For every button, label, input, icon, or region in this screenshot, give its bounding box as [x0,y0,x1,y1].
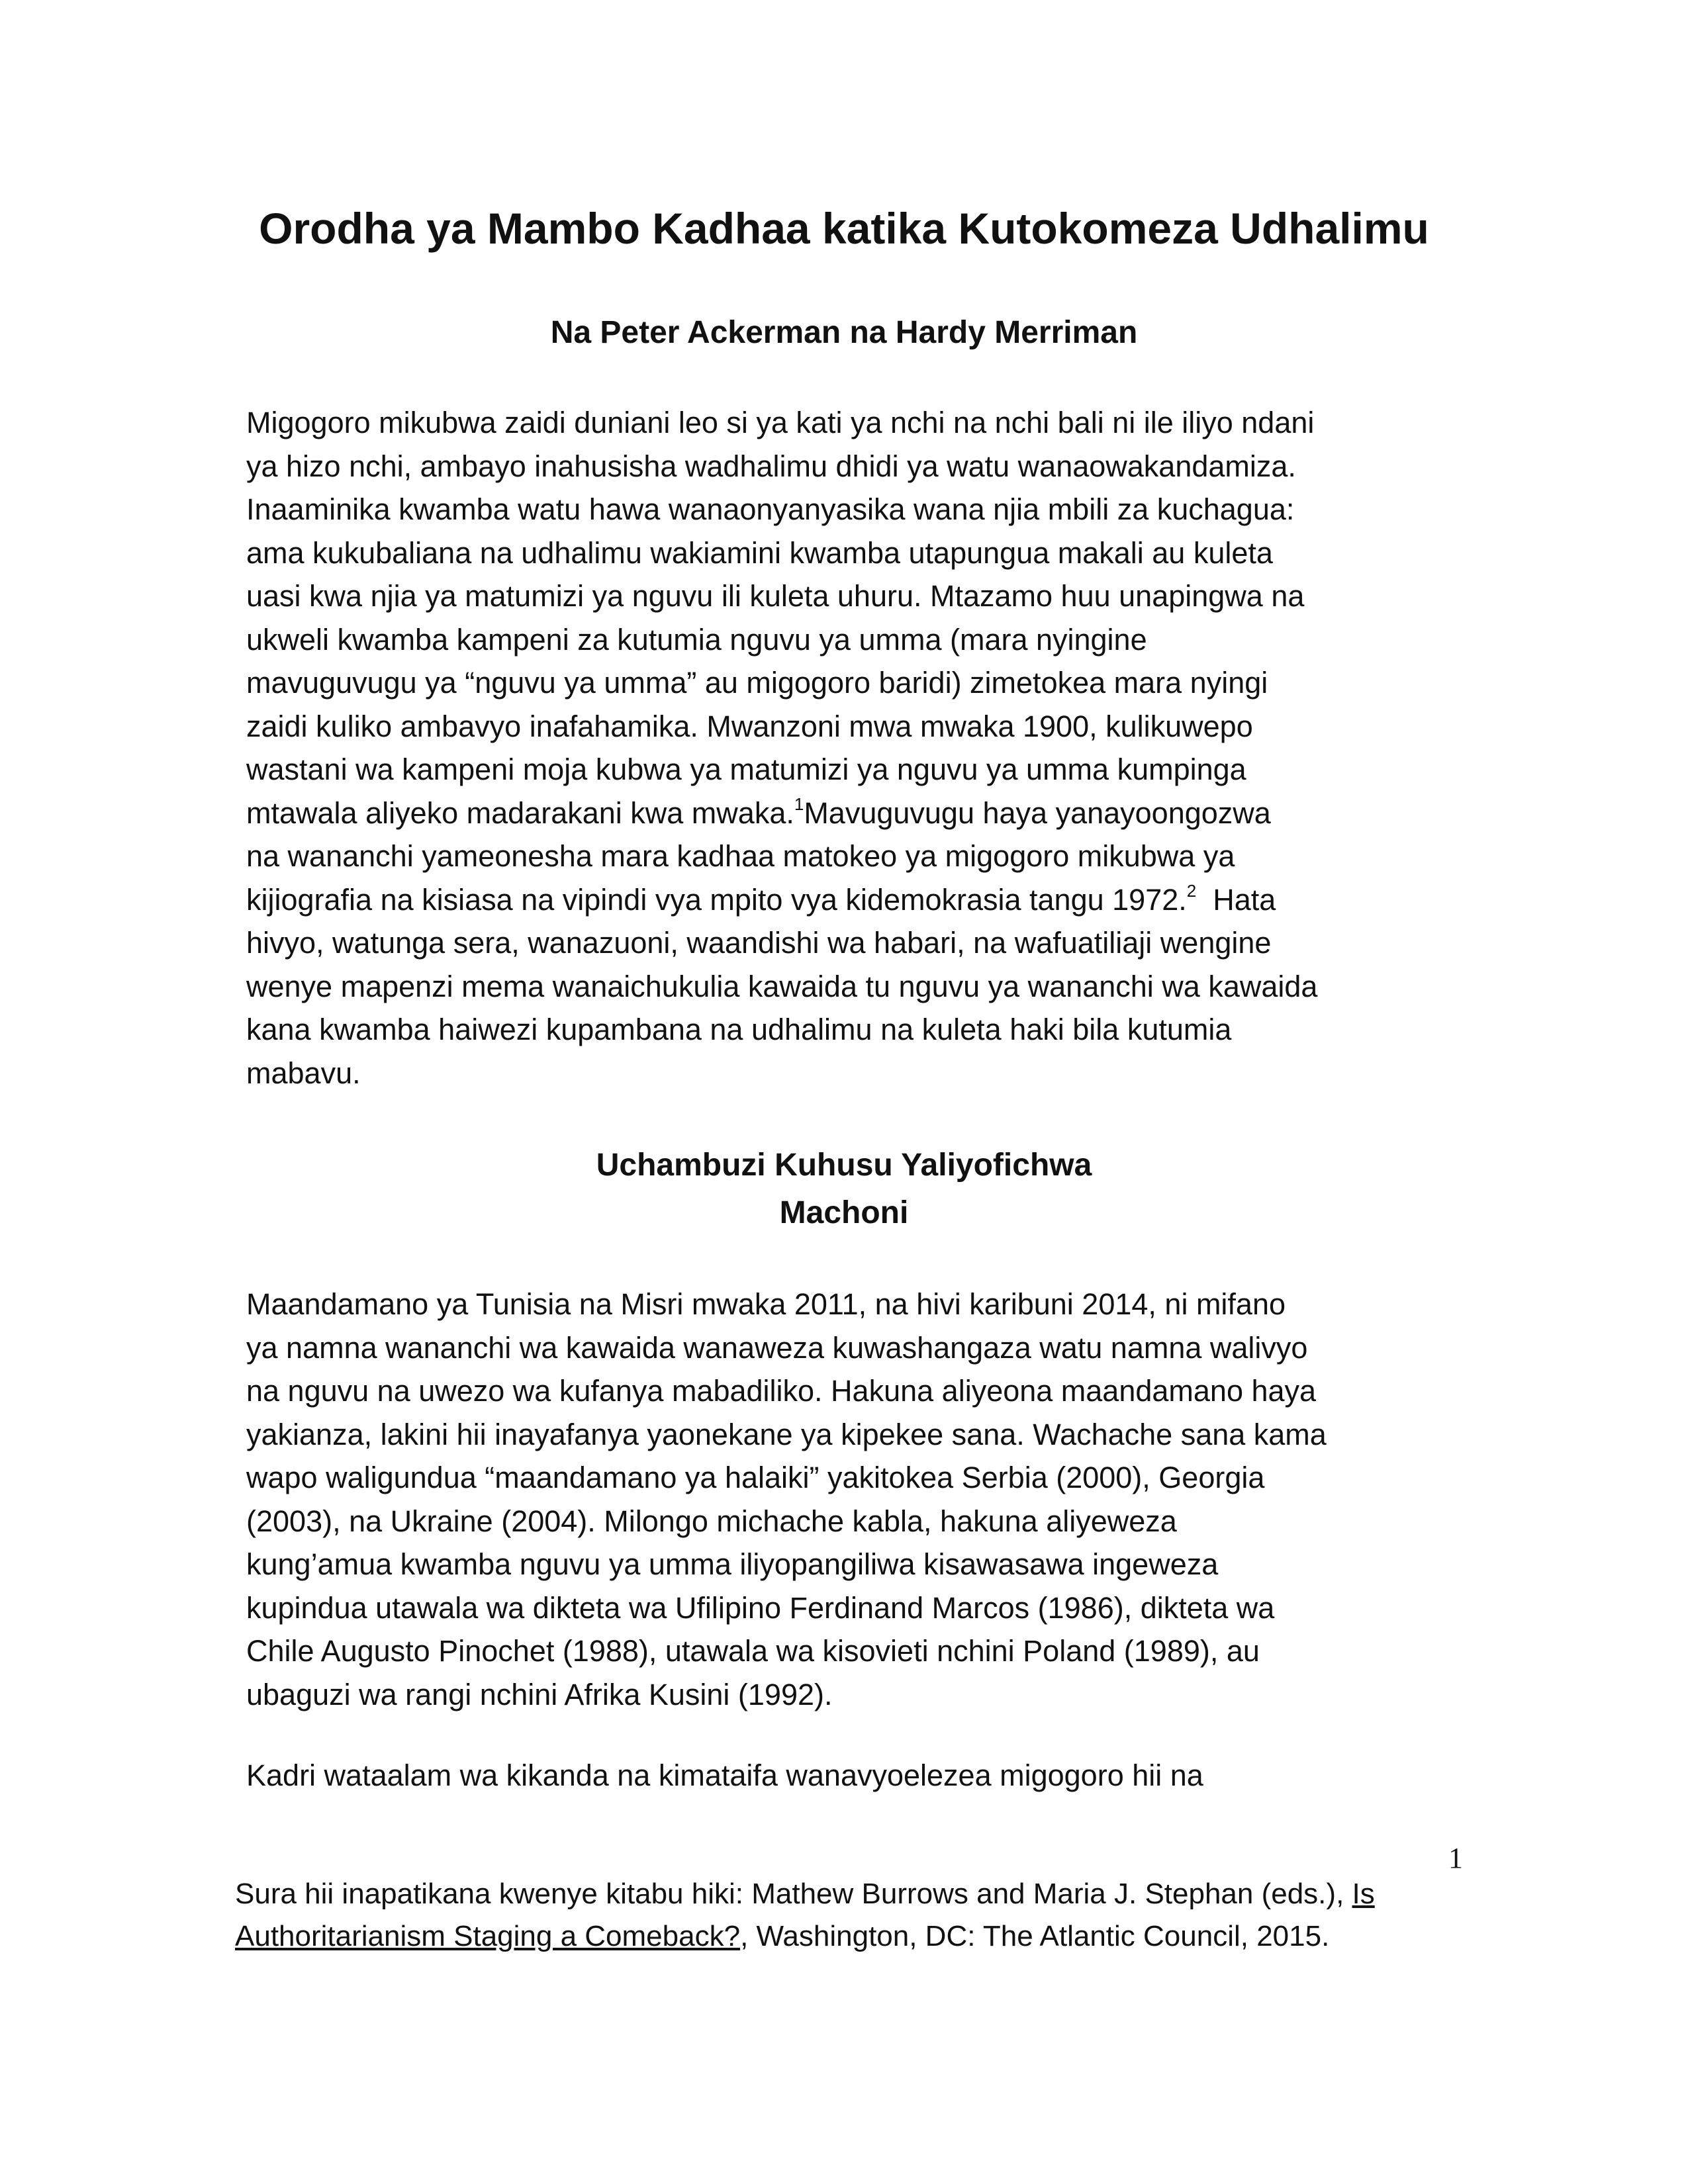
paragraph-continued [246,1754,1464,1797]
text-line: uasi kwa njia ya matumizi ya nguvu ili kuleta uhuru. Mtazamo huu unapingwa na [246,579,1305,613]
text-line: Maandamano ya Tunisia na Misri mwaka 2011, na hivi karibuni 2014, ni mifano [246,1287,1286,1321]
text-line: ya namna wananchi wa kawaida wanaweza kuwashangaza watu namna walivyo [246,1330,1308,1365]
text-line: na wananchi yameonesha mara kadhaa matokeo ya migogoro mikubwa ya [246,839,1235,873]
text-line: (2003), na Ukraine (2004). Milongo michache kabla, hakuna aliyeweza [246,1504,1177,1538]
footer-text: , Washington, DC: The Atlantic Council, 2015. [740,1920,1330,1952]
footer-text: Sura hii inapatikana kwenye kitabu hiki: Mathew Burrows and Maria J. Stephan (eds.), [235,1878,1352,1910]
text-line: na nguvu na uwezo wa kufanya mabadiliko. Hakuna aliyeona maandamano haya [246,1374,1317,1408]
text-line: Inaaminika kwamba watu hawa wanaonyanyasika wana njia mbili za kuchagua: [246,492,1295,526]
author-byline: Na Peter Ackerman na Hardy Merriman [550,315,1138,350]
text-line: ubaguzi wa rangi nchini Afrika Kusini (1992). [246,1677,833,1711]
text-line: yakianza, lakini hii inayafanya yaonekane ya kipekee sana. Wachache sana kama [246,1417,1327,1451]
text-line: mabavu. [246,1056,361,1090]
footnote-reference-1[interactable]: 1 [794,794,804,814]
text-line: ama kukubaliana na udhalimu wakiamini kwamba utapungua makali au kuleta [246,535,1273,570]
section-heading [0,1142,1688,1237]
text-line: wastani wa kampeni moja kubwa ya matumizi ya nguvu ya umma kumpinga [246,752,1246,786]
page-title: Orodha ya Mambo Kadhaa katika Kutokomeza Udhalimu [259,204,1429,253]
text-line: kana kwamba haiwezi kupambana na udhalimu na kuleta haki bila kutumia [246,1013,1232,1046]
book-title-link-part[interactable]: Is [1352,1878,1375,1910]
section-heading-line: Machoni [779,1195,909,1230]
text-line: ya hizo nchi, ambayo inahusisha wadhalimu dhidi ya watu wanaowakandamiza. [246,449,1296,483]
text-line: mavuguvugu ya “nguvu ya umma” au migogoro baridi) zimetokea mara nyingi [246,666,1268,700]
text-line: wenye mapenzi mema wanaichukulia kawaida tu nguvu ya wananchi wa kawaida [246,969,1318,1003]
text-line: ukweli kwamba kampeni za kutumia nguvu ya umma (mara nyingine [246,622,1147,657]
text-line [246,792,1464,835]
text-line: wapo waligundua “maandamano ya halaiki” yakitokea Serbia (2000), Georgia [246,1461,1265,1494]
footnote-reference-2[interactable]: 2 [1186,880,1197,901]
text-line: kung’amua kwamba nguvu ya umma iliyopangiliwa kisawasawa ingeweza [246,1547,1219,1581]
page-number: 1 [1448,1842,1463,1874]
text-segment: mtawala aliyeko madarakani kwa mwaka. [246,796,794,830]
paragraph-examples [246,1283,1464,1716]
text-line: Chile Augusto Pinochet (1988), utawala wa kisovieti nchini Poland (1989), au [246,1634,1260,1668]
footer-source-note [235,1873,1479,1958]
book-title-link-part[interactable]: Authoritarianism Staging a Comeback? [235,1920,741,1952]
text-line: hivyo, watunga sera, wanazuoni, waandishi wa habari, na wafuatiliaji wengine [246,926,1272,960]
paragraph-intro [246,401,1464,1095]
section-heading-line: Uchambuzi Kuhusu Yaliyofichwa [596,1148,1092,1183]
text-segment: kijiografia na kisiasa na vipindi vya mpito vya kidemokrasia tangu 1972. [246,882,1187,917]
text-line: Migogoro mikubwa zaidi duniani leo si ya kati ya nchi na nchi bali ni ile iliyo ndani [246,406,1315,439]
text-segment: Mavuguvugu haya yanayoongozwa [804,796,1271,830]
text-segment: Hata [1196,882,1276,917]
text-line: Kadri wataalam wa kikanda na kimataifa wanavyoelezea migogoro hii na [246,1758,1203,1792]
text-line [246,878,1464,922]
text-line: kupindua utawala wa dikteta wa Ufilipino Ferdinand Marcos (1986), dikteta wa [246,1590,1275,1625]
text-line: zaidi kuliko ambavyo inafahamika. Mwanzoni mwa mwaka 1900, kulikuwepo [246,709,1253,743]
